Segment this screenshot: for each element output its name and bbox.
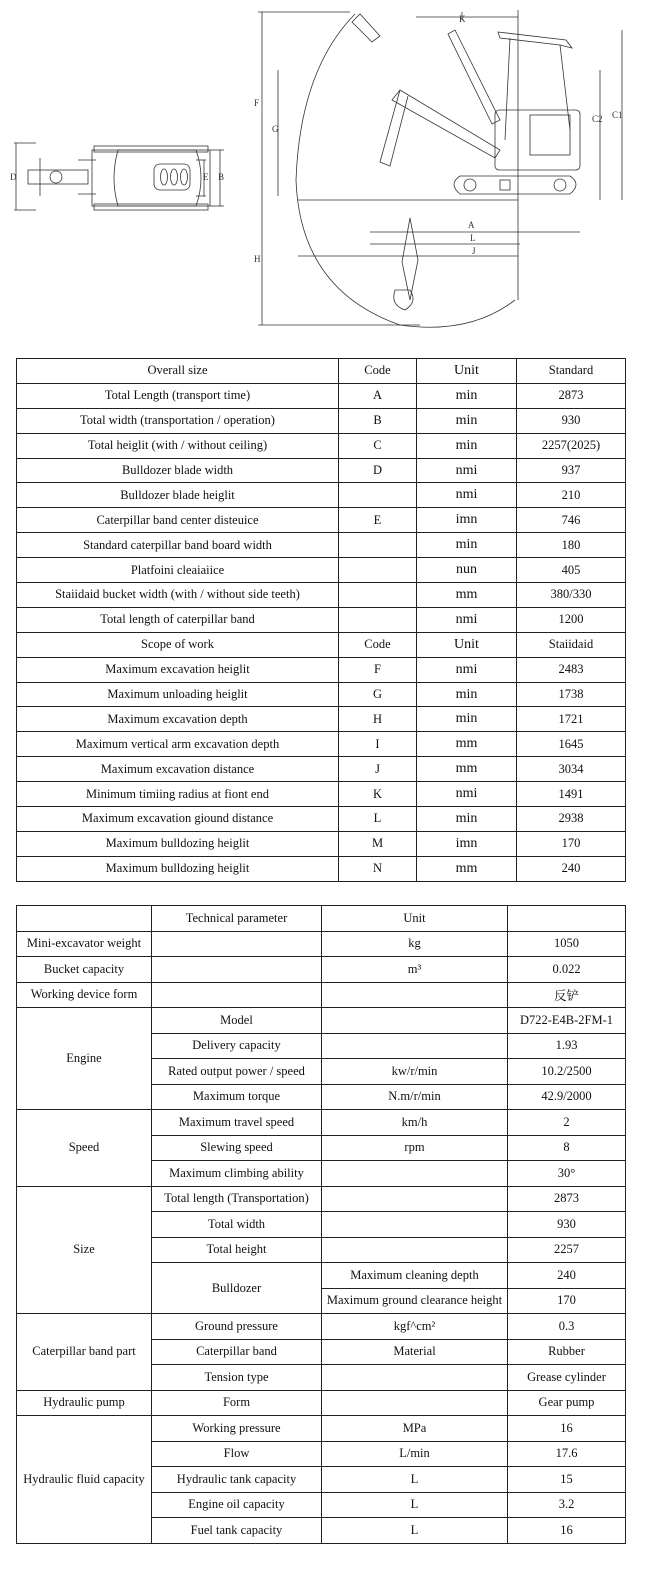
tech-param: Engine oil capacity: [152, 1492, 322, 1518]
overall-row: [17, 458, 626, 483]
cell-code: F: [339, 657, 417, 682]
group-label-pump: Hydraulic pump: [17, 1390, 152, 1416]
tech-unit: Material: [322, 1339, 508, 1365]
scope-row: [17, 757, 626, 782]
tech-row-pump: [17, 1390, 626, 1416]
tech-value: 8: [508, 1135, 626, 1161]
header-code: Code: [339, 359, 417, 384]
tech-param: Form: [152, 1390, 322, 1416]
cell-label: Total width (transportation / operation): [17, 408, 339, 433]
tech-unit: [322, 1212, 508, 1238]
cell-value: 210: [517, 483, 626, 508]
cell-unit: nmi: [417, 657, 517, 682]
cell-label: Maximum unloading heiglit: [17, 682, 339, 707]
tech-unit: km/h: [322, 1110, 508, 1136]
tech-value: 1050: [508, 931, 626, 957]
cell-value: 1738: [517, 682, 626, 707]
cell-label: Standard caterpillar band board width: [17, 533, 339, 558]
tech-value: 16: [508, 1518, 626, 1544]
scope-row: [17, 682, 626, 707]
cell-unit: imn: [417, 831, 517, 856]
cell-unit: mm: [417, 757, 517, 782]
tech-param: Fuel tank capacity: [152, 1518, 322, 1544]
cell-value: 1721: [517, 707, 626, 732]
tech-row-size-length: [17, 1186, 626, 1212]
cell-label: Maximum excavation heiglit: [17, 657, 339, 682]
cell-unit: nmi: [417, 458, 517, 483]
scope-row: [17, 732, 626, 757]
tech-unit: L: [322, 1467, 508, 1493]
tech-blank-cell: [17, 906, 152, 932]
header-value: Staiidaid: [517, 632, 626, 657]
overall-row: [17, 408, 626, 433]
cell-label: Maximum excavation giound distance: [17, 807, 339, 832]
dim-k: K: [459, 14, 466, 24]
tech-value: 2873: [508, 1186, 626, 1212]
cell-code: H: [339, 707, 417, 732]
header-label: Overall size: [17, 359, 339, 384]
tech-unit: [322, 1365, 508, 1391]
cell-label: Maximum excavation distance: [17, 757, 339, 782]
tech-value: 0.022: [508, 957, 626, 983]
cell-label: Minimum timiing radius at fiont end: [17, 782, 339, 807]
scope-row: [17, 831, 626, 856]
cell-value: 1491: [517, 782, 626, 807]
tech-row-fluid-pressure: [17, 1416, 626, 1442]
cell-label: Caterpillar band center disteuice: [17, 508, 339, 533]
tech-value: 30°: [508, 1161, 626, 1187]
tech-param: Model: [152, 1008, 322, 1034]
scope-row: [17, 807, 626, 832]
dim-g: G: [272, 124, 279, 134]
header-unit: Unit: [417, 359, 517, 384]
dim-c2: C2: [592, 114, 603, 124]
overall-row: [17, 558, 626, 583]
cell-code: K: [339, 782, 417, 807]
tech-param: Maximum ground clearance height: [322, 1288, 508, 1314]
scope-row: [17, 856, 626, 881]
tech-unit: [322, 1161, 508, 1187]
tech-label: Mini-excavator weight: [17, 931, 152, 957]
cell-unit: nmi: [417, 607, 517, 632]
tech-param: Maximum cleaning depth: [322, 1263, 508, 1289]
dimension-labels: [10, 14, 623, 264]
cell-unit: mm: [417, 583, 517, 608]
cell-unit: min: [417, 682, 517, 707]
dim-b: B: [218, 172, 225, 182]
tech-unit: [322, 1033, 508, 1059]
cell-code: E: [339, 508, 417, 533]
cell-label: Maximum bulldozing heiglit: [17, 856, 339, 881]
technical-parameter-table: [16, 905, 626, 1544]
scope-row: [17, 657, 626, 682]
cell-unit: min: [417, 707, 517, 732]
tech-value: D722-E4B-2FM-1: [508, 1008, 626, 1034]
tech-row-weight: [17, 931, 626, 957]
cell-label: Staiidaid bucket width (with / without side teeth): [17, 583, 339, 608]
header-code: Code: [339, 632, 417, 657]
cell-unit: nun: [417, 558, 517, 583]
tech-value: 17.6: [508, 1441, 626, 1467]
tech-value: 16: [508, 1416, 626, 1442]
tech-unit: L: [322, 1492, 508, 1518]
tech-unit: [322, 1186, 508, 1212]
cell-code: [339, 583, 417, 608]
cell-label: Total Length (transport time): [17, 383, 339, 408]
tech-unit: N.m/r/min: [322, 1084, 508, 1110]
cell-value: 2873: [517, 383, 626, 408]
cell-unit: mm: [417, 856, 517, 881]
tech-value: 42.9/2000: [508, 1084, 626, 1110]
tech-param: Slewing speed: [152, 1135, 322, 1161]
tech-unit: [322, 1237, 508, 1263]
tech-param: Ground pressure: [152, 1314, 322, 1340]
tech-unit: m³: [322, 957, 508, 983]
cell-label: Maximum excavation depth: [17, 707, 339, 732]
tech-param: Working pressure: [152, 1416, 322, 1442]
tech-value: Grease cylinder: [508, 1365, 626, 1391]
group-label-fluid: Hydraulic fluid capacity: [17, 1416, 152, 1544]
tech-param: Caterpillar band: [152, 1339, 322, 1365]
cell-value: 240: [517, 856, 626, 881]
dim-d: D: [10, 172, 17, 182]
overall-row: [17, 508, 626, 533]
cell-unit: min: [417, 408, 517, 433]
cell-code: [339, 483, 417, 508]
header-value: Standard: [517, 359, 626, 384]
overall-header-row: [17, 359, 626, 384]
cell-value: 405: [517, 558, 626, 583]
tech-label: Bucket capacity: [17, 957, 152, 983]
cell-unit: imn: [417, 508, 517, 533]
tech-unit: kg: [322, 931, 508, 957]
tech-param: Tension type: [152, 1365, 322, 1391]
group-label-speed: Speed: [17, 1110, 152, 1187]
cell-value: 1645: [517, 732, 626, 757]
cell-value: 380/330: [517, 583, 626, 608]
tech-row-device: [17, 982, 626, 1008]
dimensions-table: [16, 358, 626, 882]
cell-code: A: [339, 383, 417, 408]
cell-label: Bulldozer blade width: [17, 458, 339, 483]
tech-param: Delivery capacity: [152, 1033, 322, 1059]
tech-unit: MPa: [322, 1416, 508, 1442]
cell-value: 180: [517, 533, 626, 558]
cell-unit: nmi: [417, 483, 517, 508]
tech-param: Maximum climbing ability: [152, 1161, 322, 1187]
tech-value: 0.3: [508, 1314, 626, 1340]
tech-param: Rated output power / speed: [152, 1059, 322, 1085]
cell-code: C: [339, 433, 417, 458]
tech-value: 反铲: [508, 982, 626, 1008]
cell-value: 1200: [517, 607, 626, 632]
cell-value: 3034: [517, 757, 626, 782]
cell-code: [339, 558, 417, 583]
group-label-engine: Engine: [17, 1008, 152, 1110]
group-label-caterpillar: Caterpillar band part: [17, 1314, 152, 1391]
tech-header-param: Technical parameter: [152, 906, 322, 932]
cell-unit: min: [417, 533, 517, 558]
tech-param: Hydraulic tank capacity: [152, 1467, 322, 1493]
dim-l: L: [470, 233, 476, 243]
tech-param: Total width: [152, 1212, 322, 1238]
tech-unit: kgf^cm²: [322, 1314, 508, 1340]
overall-row: [17, 483, 626, 508]
cell-unit: min: [417, 807, 517, 832]
cell-code: N: [339, 856, 417, 881]
dim-e: E: [203, 172, 209, 182]
tech-value: Rubber: [508, 1339, 626, 1365]
scope-header-row: [17, 632, 626, 657]
tech-row-cat-pressure: [17, 1314, 626, 1340]
tech-unit: [322, 1390, 508, 1416]
tech-param: Flow: [152, 1441, 322, 1467]
tech-unit: rpm: [322, 1135, 508, 1161]
dim-c1: C1: [612, 110, 623, 120]
tech-value: 240: [508, 1263, 626, 1289]
cell-code: L: [339, 807, 417, 832]
cell-label: Platfoini cleaiaiice: [17, 558, 339, 583]
cell-label: Total length of caterpillar band: [17, 607, 339, 632]
cell-unit: min: [417, 383, 517, 408]
top-view: [14, 143, 224, 210]
overall-row: [17, 383, 626, 408]
tech-param: Maximum torque: [152, 1084, 322, 1110]
cell-value: 2483: [517, 657, 626, 682]
cell-code: [339, 607, 417, 632]
tech-value: Gear pump: [508, 1390, 626, 1416]
tech-unit: L/min: [322, 1441, 508, 1467]
tech-value: 1.93: [508, 1033, 626, 1059]
side-view: [258, 10, 622, 327]
tech-value: 15: [508, 1467, 626, 1493]
tech-row-engine-model: [17, 1008, 626, 1034]
tech-row-speed-travel: [17, 1110, 626, 1136]
tech-blank-cell: [508, 906, 626, 932]
tech-value: 2257: [508, 1237, 626, 1263]
cell-code: G: [339, 682, 417, 707]
dim-j: J: [472, 246, 476, 256]
header-unit: Unit: [417, 632, 517, 657]
cell-label: Maximum bulldozing heiglit: [17, 831, 339, 856]
dim-h: H: [254, 254, 261, 264]
cell-value: 2257(2025): [517, 433, 626, 458]
dim-a: A: [468, 220, 475, 230]
tech-label: Working device form: [17, 982, 152, 1008]
cell-code: J: [339, 757, 417, 782]
scope-row: [17, 707, 626, 732]
dim-f: F: [254, 98, 260, 108]
tech-value: 170: [508, 1288, 626, 1314]
tech-param: Total height: [152, 1237, 322, 1263]
overall-row: [17, 607, 626, 632]
tech-header-row: [17, 906, 626, 932]
cell-value: 930: [517, 408, 626, 433]
cell-label: Total heiglit (with / without ceiling): [17, 433, 339, 458]
group-label-size: Size: [17, 1186, 152, 1314]
tech-row-bucket: [17, 957, 626, 983]
cell-label: Maximum vertical arm excavation depth: [17, 732, 339, 757]
cell-unit: nmi: [417, 782, 517, 807]
cell-value: 2938: [517, 807, 626, 832]
cell-label: Bulldozer blade heiglit: [17, 483, 339, 508]
tech-unit: kw/r/min: [322, 1059, 508, 1085]
subgroup-label-bulldozer: Bulldozer: [152, 1263, 322, 1314]
cell-unit: min: [417, 433, 517, 458]
scope-row: [17, 782, 626, 807]
overall-row: [17, 583, 626, 608]
tech-param: Total length (Transportation): [152, 1186, 322, 1212]
header-label: Scope of work: [17, 632, 339, 657]
tech-value: 930: [508, 1212, 626, 1238]
tech-unit: [322, 1008, 508, 1034]
cell-value: 937: [517, 458, 626, 483]
overall-row: [17, 433, 626, 458]
cell-code: D: [339, 458, 417, 483]
tech-param: Maximum travel speed: [152, 1110, 322, 1136]
cell-code: I: [339, 732, 417, 757]
tech-value: 2: [508, 1110, 626, 1136]
cell-value: 170: [517, 831, 626, 856]
cell-code: M: [339, 831, 417, 856]
cell-value: 746: [517, 508, 626, 533]
tech-value: 3.2: [508, 1492, 626, 1518]
cell-unit: mm: [417, 732, 517, 757]
cell-code: B: [339, 408, 417, 433]
tech-value: 10.2/2500: [508, 1059, 626, 1085]
tech-unit: L: [322, 1518, 508, 1544]
overall-row: [17, 533, 626, 558]
tech-header-unit: Unit: [322, 906, 508, 932]
excavator-dimension-drawing: [0, 0, 648, 348]
cell-code: [339, 533, 417, 558]
